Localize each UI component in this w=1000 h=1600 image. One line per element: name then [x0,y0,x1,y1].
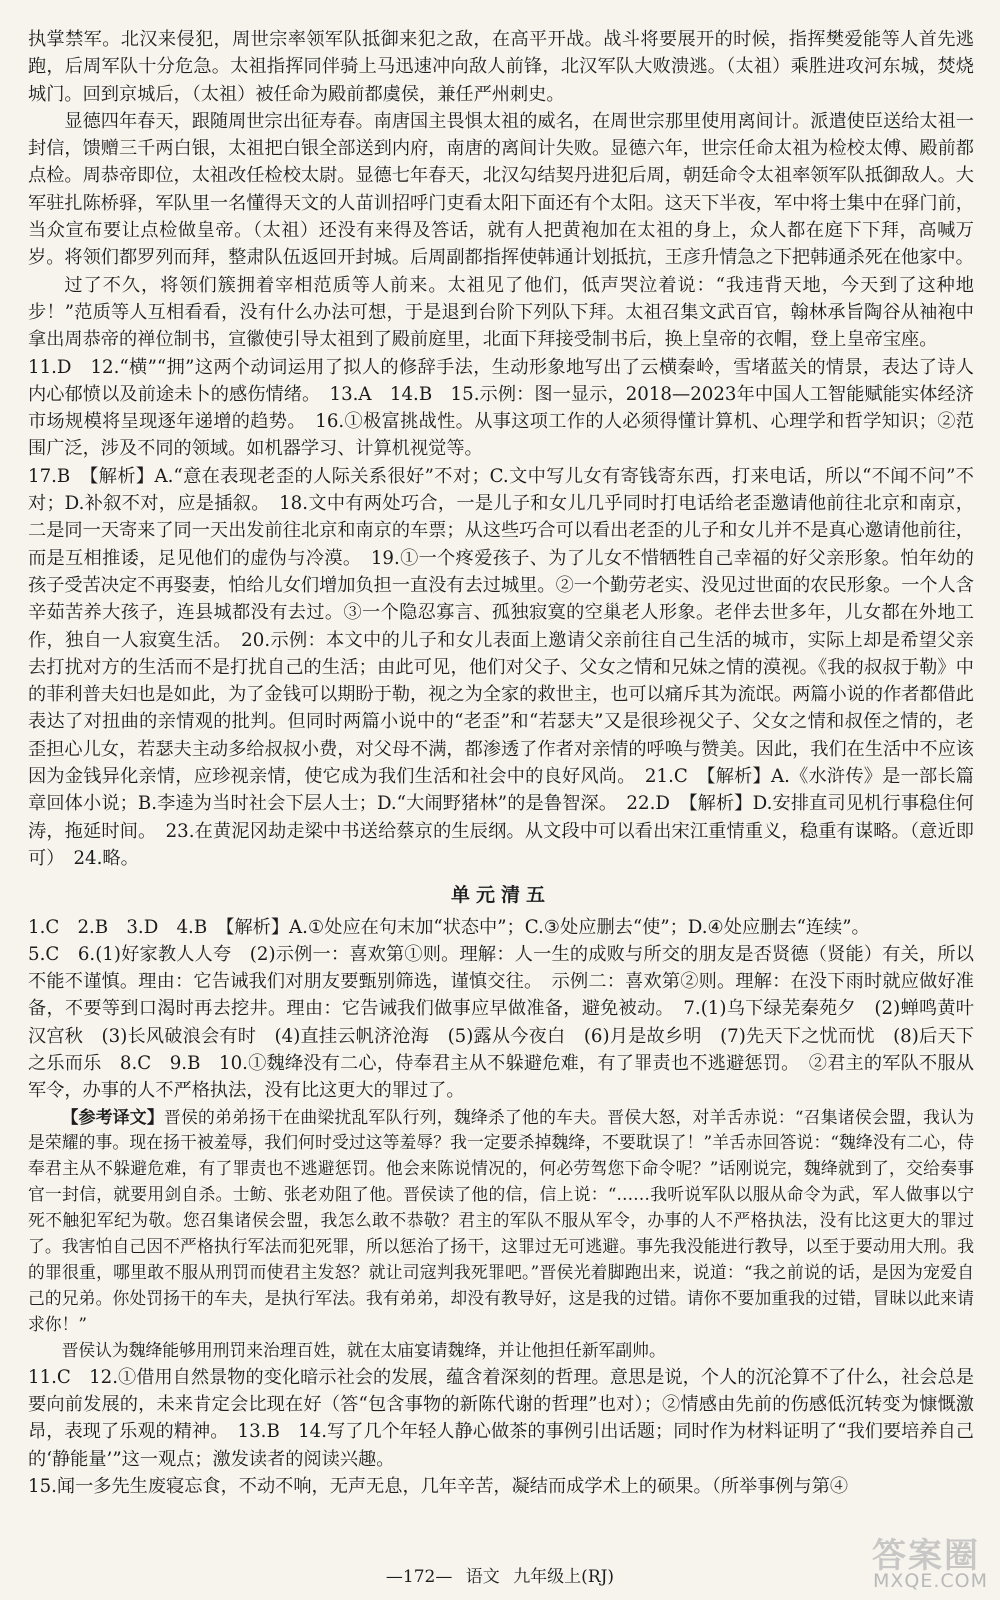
answer-15: 15.闻一多先生废寝忘食，不动不响，无声无息，几年辛苦，凝结而成学术上的硕果。（所举事例与第④ [28,1475,849,1497]
reference-translation [28,1105,974,1338]
grade-label: 九年级上(RJ) [513,1567,615,1587]
translation-paragraph-3: 过了不久，将领们簇拥着宰相范质等人前来。太祖见了他们，低声哭泣着说：“我违背天地，今天到了这种地步！”范质等人互相看看，没有什么办法可想，于是退到台阶下列队下拜。太祖召集文武百官，翰林承旨陶谷从袖袍中拿出周恭帝的禅位制书，宣徽使引导太祖到了殿前庭里，北面下拜接受制书后，换上皇帝的衣帽，登上皇帝宝座。 [28,274,974,351]
answers-11-16: 11.D 12.“横”“拥”这两个动词运用了拟人的修辞手法，生动形象地写出了云横秦岭，雪堵蓝关的情景，表达了诗人内心郁愤以及前途未卜的感伤情绪。 13.A 14.B 15.示例：图一显示，2018—2023年中国人工智能赋能实体经济市场规模将呈现逐年递增的趋势。 16.①极富挑战性。从事这项工作的人必须得懂计算机、心理学和哲学知识；②范围广泛，涉及不同的领域。如机器学习、计算机视觉等。 [28,356,974,460]
watermark [792,1528,988,1592]
watermark-logo: 答案圈 [872,1536,980,1576]
answers-5-10: 5.C 6.(1)好家教人人夸 (2)示例一：喜欢第①则。理解：人一生的成败与所交的朋友是否贤德（贤能）有关，所以不能不谨慎。理由：它告诫我们对朋友要甄别筛选，谨慎交往。 示例二：喜欢第②则。理解：在没下雨时就应做好准备，不要等到口渴时再去挖井。理由：它告诫我们做事应早做准备，避免被动。 7.(1)乌下绿芜秦苑夕 (2)蝉鸣黄叶汉宫秋 (3)长风破浪会有时 (4)直挂云帆济沧海 (5)露从今夜白 (6)月是故乡明 (7)先天下之忧而忧 (8)后天下之乐而乐 8.C 9.B 10.①魏绛没有二心，侍奉君主从不躲避危难，有了罪责也不逃避惩罚。 ②君主的军队不服从军令，办事的人不严格执法，没有比这更大的罪过了。 [28,943,974,1102]
section-title: 单元清五 [450,884,551,907]
translation-paragraph-2: 显德四年春天，跟随周世宗出征寿春。南唐国主畏惧太祖的威名，在周世宗那里使用离间计。派遣使臣送给太祖一封信，馈赠三千两白银，太祖把白银全部送到内府，南唐的离间计失败。显德六年，世宗任命太祖为检校太傅、殿前都点检。周恭帝即位，太祖改任检校太尉。显德七年春天，北汉勾结契丹进犯后周，朝廷命令太祖率领军队抵御敌人。大军驻扎陈桥驿，军队里一名懂得天文的人苗训招呼门吏看太阳下面还有个太阳。这天下半夜，军中将士集中在驿门前，当众宣布要让点检做皇帝。（太祖）还没有来得及答话，就有人把黄袍加在太祖的身上，众人都在庭下下拜，高喊万岁。将领们都罗列而拜，整肃队伍返回开封城。后周副都指挥使韩通计划抵抗，王彦升情急之下把韩通杀死在他家中。 [28,110,974,269]
reference-translation-end: 晋侯认为魏绛能够用刑罚来治理百姓，就在太庙宴请魏绛，并让他担任新军副帅。 [61,1339,666,1360]
page-number: —172— [385,1567,453,1587]
answers-11-14: 11.C 12.①借用自然景物的变化暗示社会的发展，蕴含着深刻的哲理。意思是说，个人的沉沦算不了什么，社会总是要向前发展的，未来肯定会比现在好（答“包含事物的新陈代谢的哲理”也对）；②情感由先前的伤感低沉转变为慷慨激昂，表现了乐观的精神。 13.B 14.写了几个年轻人静心做茶的事例引出话题；同时作为材料证明了“我们要培养自己的‘静能量’”这一观点；激发读者的阅读兴趣。 [28,1366,974,1470]
subject-label: 语文 [465,1567,500,1587]
watermark-url: MXQE.COM [872,1570,988,1592]
answer-page [28,26,974,1500]
translation-paragraph-1: 执掌禁军。北汉来侵犯，周世宗率领军队抵御来犯之敌，在高平开战。战斗将要展开的时候，指挥樊爱能等人首先逃跑，后周军队十分危急。太祖指挥同伴骑上马迅速冲向敌人前锋，北汉军队大败溃逃。（太祖）乘胜进攻河东城，焚烧城门。回到京城后，（太祖）被任命为殿前都虞侯，兼任严州刺史。 [28,29,974,105]
answers-1-4: 1.C 2.B 3.D 4.B 【解析】A.①处应在句末加“状态中”；C.③处应删去“使”；D.④处应删去“连续”。 [28,916,870,938]
reference-translation-text: 晋侯的弟弟扬干在曲梁扰乱军队行列，魏绛杀了他的车夫。晋侯大怒，对羊舌赤说：“召集诸侯会盟，我认为是荣耀的事。现在扬干被羞辱，我们何时受过这等羞辱？我一定要杀掉魏绛，不要耽误了！”羊舌赤回答说：“魏绛没有二心，侍奉君主从不躲避危难，有了罪责也不逃避惩罚。他会来陈说情况的，何必劳驾您下命令呢？”话刚说完，魏绛就到了，交给奏事官一封信，就要用剑自杀。士鲂、张老劝阻了他。晋侯读了他的信，信上说：“……我听说军队以服从命令为武，军人做事以宁死不触犯军纪为敬。您召集诸侯会盟，我怎么敢不恭敬？君主的军队不服从军令，办事的人不严格执法，没有比这更大的罪过了。我害怕自己因不严格执行军法而犯死罪，所以惩治了扬干，这罪过无可逃避。事先我没能进行教导，以至于要动用大刑。我的罪很重，哪里敢不服从刑罚而使君主发怒？就让司寇判我死罪吧。”晋侯光着脚跑出来，说道：“我之前说的话，是因为宠爱自己的兄弟。你处罚扬干的车夫，是执行军法。我有弟弟，却没有教导好，这是我的过错。请你不要加重我的过错，冒昧以此来请求你！” [28,1106,974,1334]
answers-17-24: 17.B 【解析】A.“意在表现老歪的人际关系很好”不对；C.文中写儿女有寄钱寄东西，打来电话，所以“不闻不问”不对；D.补叙不对，应是插叙。 18.文中有两处巧合，一是儿子和女儿几乎同时打电话给老歪邀请他前往北京和南京，二是同一天寄来了同一天出发前往北京和南京的车票；从这些巧合可以看出老歪的儿子和女儿并不是真心邀请他前往，而是互相推诿，足见他们的虚伪与冷漠。 19.①一个疼爱孩子、为了儿女不惜牺牲自己幸福的好父亲形象。怕年幼的孩子受苦决定不再娶妻，怕给儿女们增加负担一直没有去过城里。②一个勤劳老实、没见过世面的农民形象。一个人含辛茹苦养大孩子，连县城都没有去过。③一个隐忍寡言、孤独寂寞的空巢老人形象。老伴去世多年，儿女都在外地工作，独自一人寂寞生活。 20.示例：本文中的儿子和女儿表面上邀请父亲前往自己生活的城市，实际上却是希望父亲去打扰对方的生活而不是打扰自己的生活；由此可见，他们对父子、父女之情和兄妹之情的漠视。《我的叔叔于勒》中的菲利普夫妇也是如此，为了金钱可以期盼于勒，视之为全家的救世主，也可以痛斥其为流氓。两篇小说的作者都借此表达了对扭曲的亲情观的批判。但同时两篇小说中的“老歪”和“若瑟夫”又是很珍视父子、父女之情和叔侄之情的，老歪担心儿女，若瑟夫主动多给叔叔小费，对父母不满，都渗透了作者对亲情的呼唤与赞美。因此，我们在生活中不应该因为金钱异化亲情，应珍视亲情，使它成为我们生活和社会中的良好风尚。 21.C 【解析】A.《水浒传》是一部长篇章回体小说；B.李逵为当时社会下层人士；D.“大闹野猪林”的是鲁智深。 22.D 【解析】D.安排直司见机行事稳住何涛，拖延时间。 23.在黄泥冈劫走梁中书送给蔡京的生辰纲。从文段中可以看出宋江重情重义，稳重有谋略。（意近即可） 24.略。 [28,465,974,869]
reference-translation-label: 【参考译文】 [61,1106,164,1127]
